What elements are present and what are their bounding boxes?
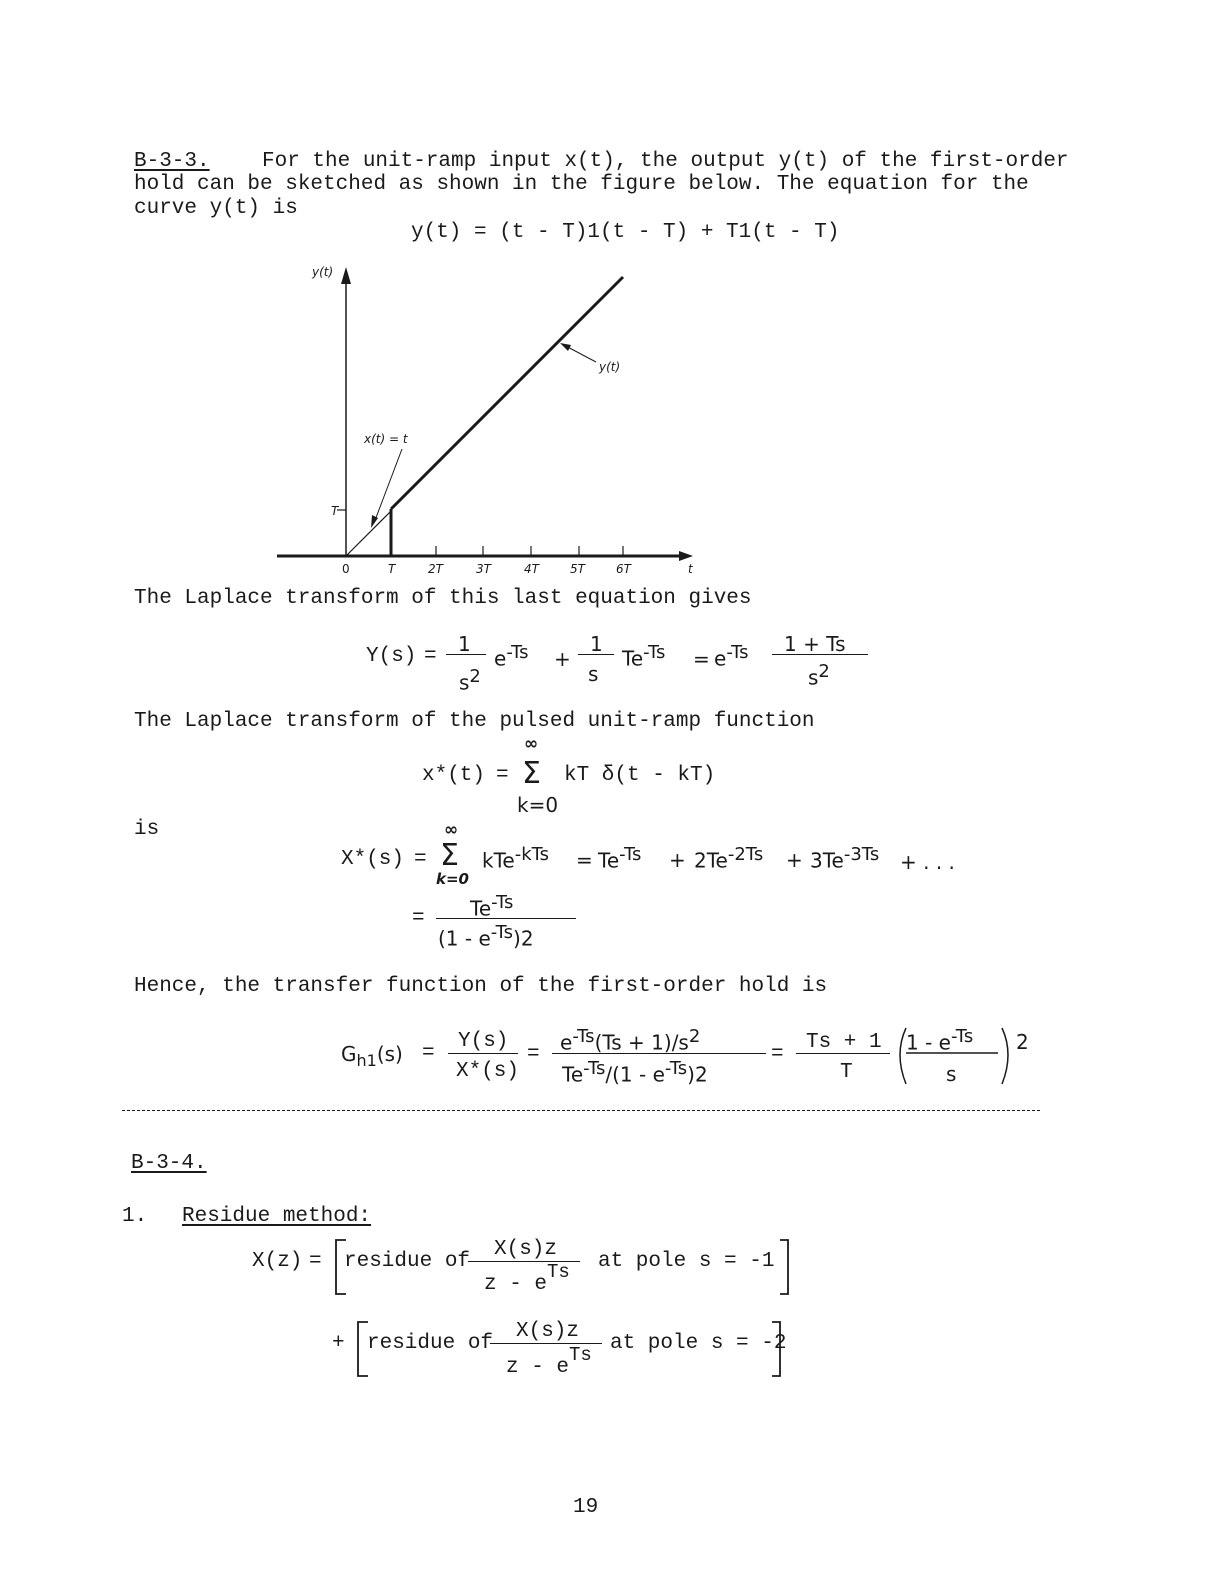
section-separator [122,1110,1040,1111]
series-dots: + . . . [900,850,955,874]
equals-8: = [527,1043,540,1066]
pulsed-intro: The Laplace transform of the pulsed unit-ramp function [134,710,815,733]
sigma-1: Σ [522,756,541,791]
equals-5: = [576,848,593,872]
x-tick-2: 2T [428,562,443,576]
x-tick-1: T [388,562,396,576]
item-number: 1. [122,1205,148,1228]
frac2-num: 1 [590,632,603,656]
equals-4: = [414,848,427,871]
curve-equation: y(t) = (t - T)1(t - T) + T1(t - T) [411,221,840,244]
Gh1-label: $G_{h1}(s)$ [341,1042,403,1070]
equals-10: = [309,1250,322,1273]
G-frac2-num: $e^{-Ts}(Ts + 1)/s^2$ [560,1026,701,1055]
closed-form-den: $(1 - e^{-Ts})2$ [438,922,534,951]
G-frac3-num: Ts + 1 [806,1031,882,1054]
ramp-pointer [374,449,402,523]
res1-den: z - $e^{Ts}$ [484,1261,570,1296]
G-frac1-den: X*(s) [456,1060,520,1083]
right-paren [1002,1028,1008,1084]
ramp-hold-figure [0,0,1212,600]
G-frac1-num: Y(s) [458,1030,509,1053]
series-term-2: $2Te^{-2Ts}$ [694,844,764,873]
Xz-label: X(z) [252,1250,303,1273]
frac1-den: $s^2$ [459,666,481,695]
problem-text-line2: hold can be sketched as shown in the figure below. The equation for the [134,173,1029,196]
exp-term-2: $Te^{-Ts}$ [622,642,666,671]
frac3-num: 1 + Ts [784,632,846,656]
output-curve [391,277,623,509]
y-axis-arrow [341,267,351,284]
x-tick-6: 6T [616,562,631,576]
frac2-bar [578,654,614,655]
x-tick-0: 0 [342,562,350,576]
xstar-t-label: x*(t) [422,764,486,787]
problem-id-b333: B-3-3. [134,150,210,173]
problem-text-line3: curve y(t) is [134,197,298,220]
G-frac2-den: $Te^{-Ts}/(1 - e^{-Ts})2$ [562,1058,708,1087]
G-frac3-bar [796,1053,890,1054]
laplace-intro: The Laplace transform of this last equation gives [134,587,752,610]
plus-4: + [332,1332,345,1355]
plus-3: + [786,848,803,872]
series-term-1: $Te^{-Ts}$ [598,844,642,873]
ramp-pointer-arrow [371,515,378,528]
sigma-2: Σ [440,838,459,873]
curve-label: y(t) [599,360,621,374]
problem-text-line1: For the unit-ramp input x(t), the output y(t) of the first-order [262,150,1069,173]
plus-1: + [554,647,571,671]
res2-den: z - $e^{Ts}$ [506,1344,592,1379]
sum-upper-2: ∞ [444,820,459,840]
frac1-bar [446,654,486,655]
x-tick-5: 5T [570,562,585,576]
residue-text-2: residue of [367,1332,494,1355]
paren-frac-num: $1 - e^{-Ts}$ [906,1026,974,1055]
exp-term-3: $e^{-Ts}$ [714,642,749,671]
sum-upper-1: ∞ [524,734,539,754]
frac3-bar [772,654,868,655]
equals-2: = [693,647,710,671]
ramp-input-line [346,511,391,556]
closed-form-bar [436,918,576,919]
y-axis-label: y(t) [312,265,334,279]
is-word: is [134,818,160,841]
problem-id-b334: B-3-4. [131,1152,207,1175]
frac1-num: 1 [458,632,471,656]
res1-num: X(s)z [494,1238,558,1261]
x-tick-3: 3T [476,562,491,576]
method-heading: Residue method: [182,1205,372,1228]
curve-pointer-arrow [560,343,571,351]
x-axis-label: t [688,562,693,576]
sum-term-1: kT δ(t - kT) [564,764,716,787]
equals-9: = [771,1043,784,1066]
hence-text: Hence, the transfer function of the first-order hold is [134,975,828,998]
t-level-label: T [331,504,339,518]
G-frac3-den: T [840,1061,853,1084]
res2-num: X(s)z [516,1320,580,1343]
pole2-text: at pole s = -2 [610,1332,787,1355]
series-term-3: $3Te^{-3Ts}$ [810,844,880,873]
exp-term-1: $e^{-Ts}$ [494,642,529,671]
closed-form-num: $Te^{-Ts}$ [470,892,514,921]
sum-lower-2: k=0 [436,870,469,888]
Xstar-s-label: X*(s) [341,848,405,871]
Ys-label: Y(s) [366,645,417,668]
page-number: 19 [573,1496,599,1519]
plus-2: + [669,848,686,872]
paren-exponent: 2 [1016,1030,1029,1054]
G-frac2-bar [552,1053,766,1054]
x-axis-arrow [679,551,693,561]
kTe-term: kTe$^{-kTs}$ [482,844,550,873]
residue-text-1: residue of [344,1250,471,1273]
equals-6: = [412,907,425,930]
equals-7: = [422,1042,435,1065]
sum-lower-1: k=0 [517,793,559,817]
equals-3: = [496,764,509,787]
equals-1: = [424,645,437,668]
paren-frac-den: s [946,1062,957,1086]
G-frac1-bar [448,1053,518,1054]
pole1-text: at pole s = -1 [598,1250,775,1273]
frac3-den: $s^2$ [808,661,830,690]
frac2-den: s [588,662,599,686]
x-tick-4: 4T [524,562,539,576]
ramp-label: x(t) = t [364,432,408,446]
